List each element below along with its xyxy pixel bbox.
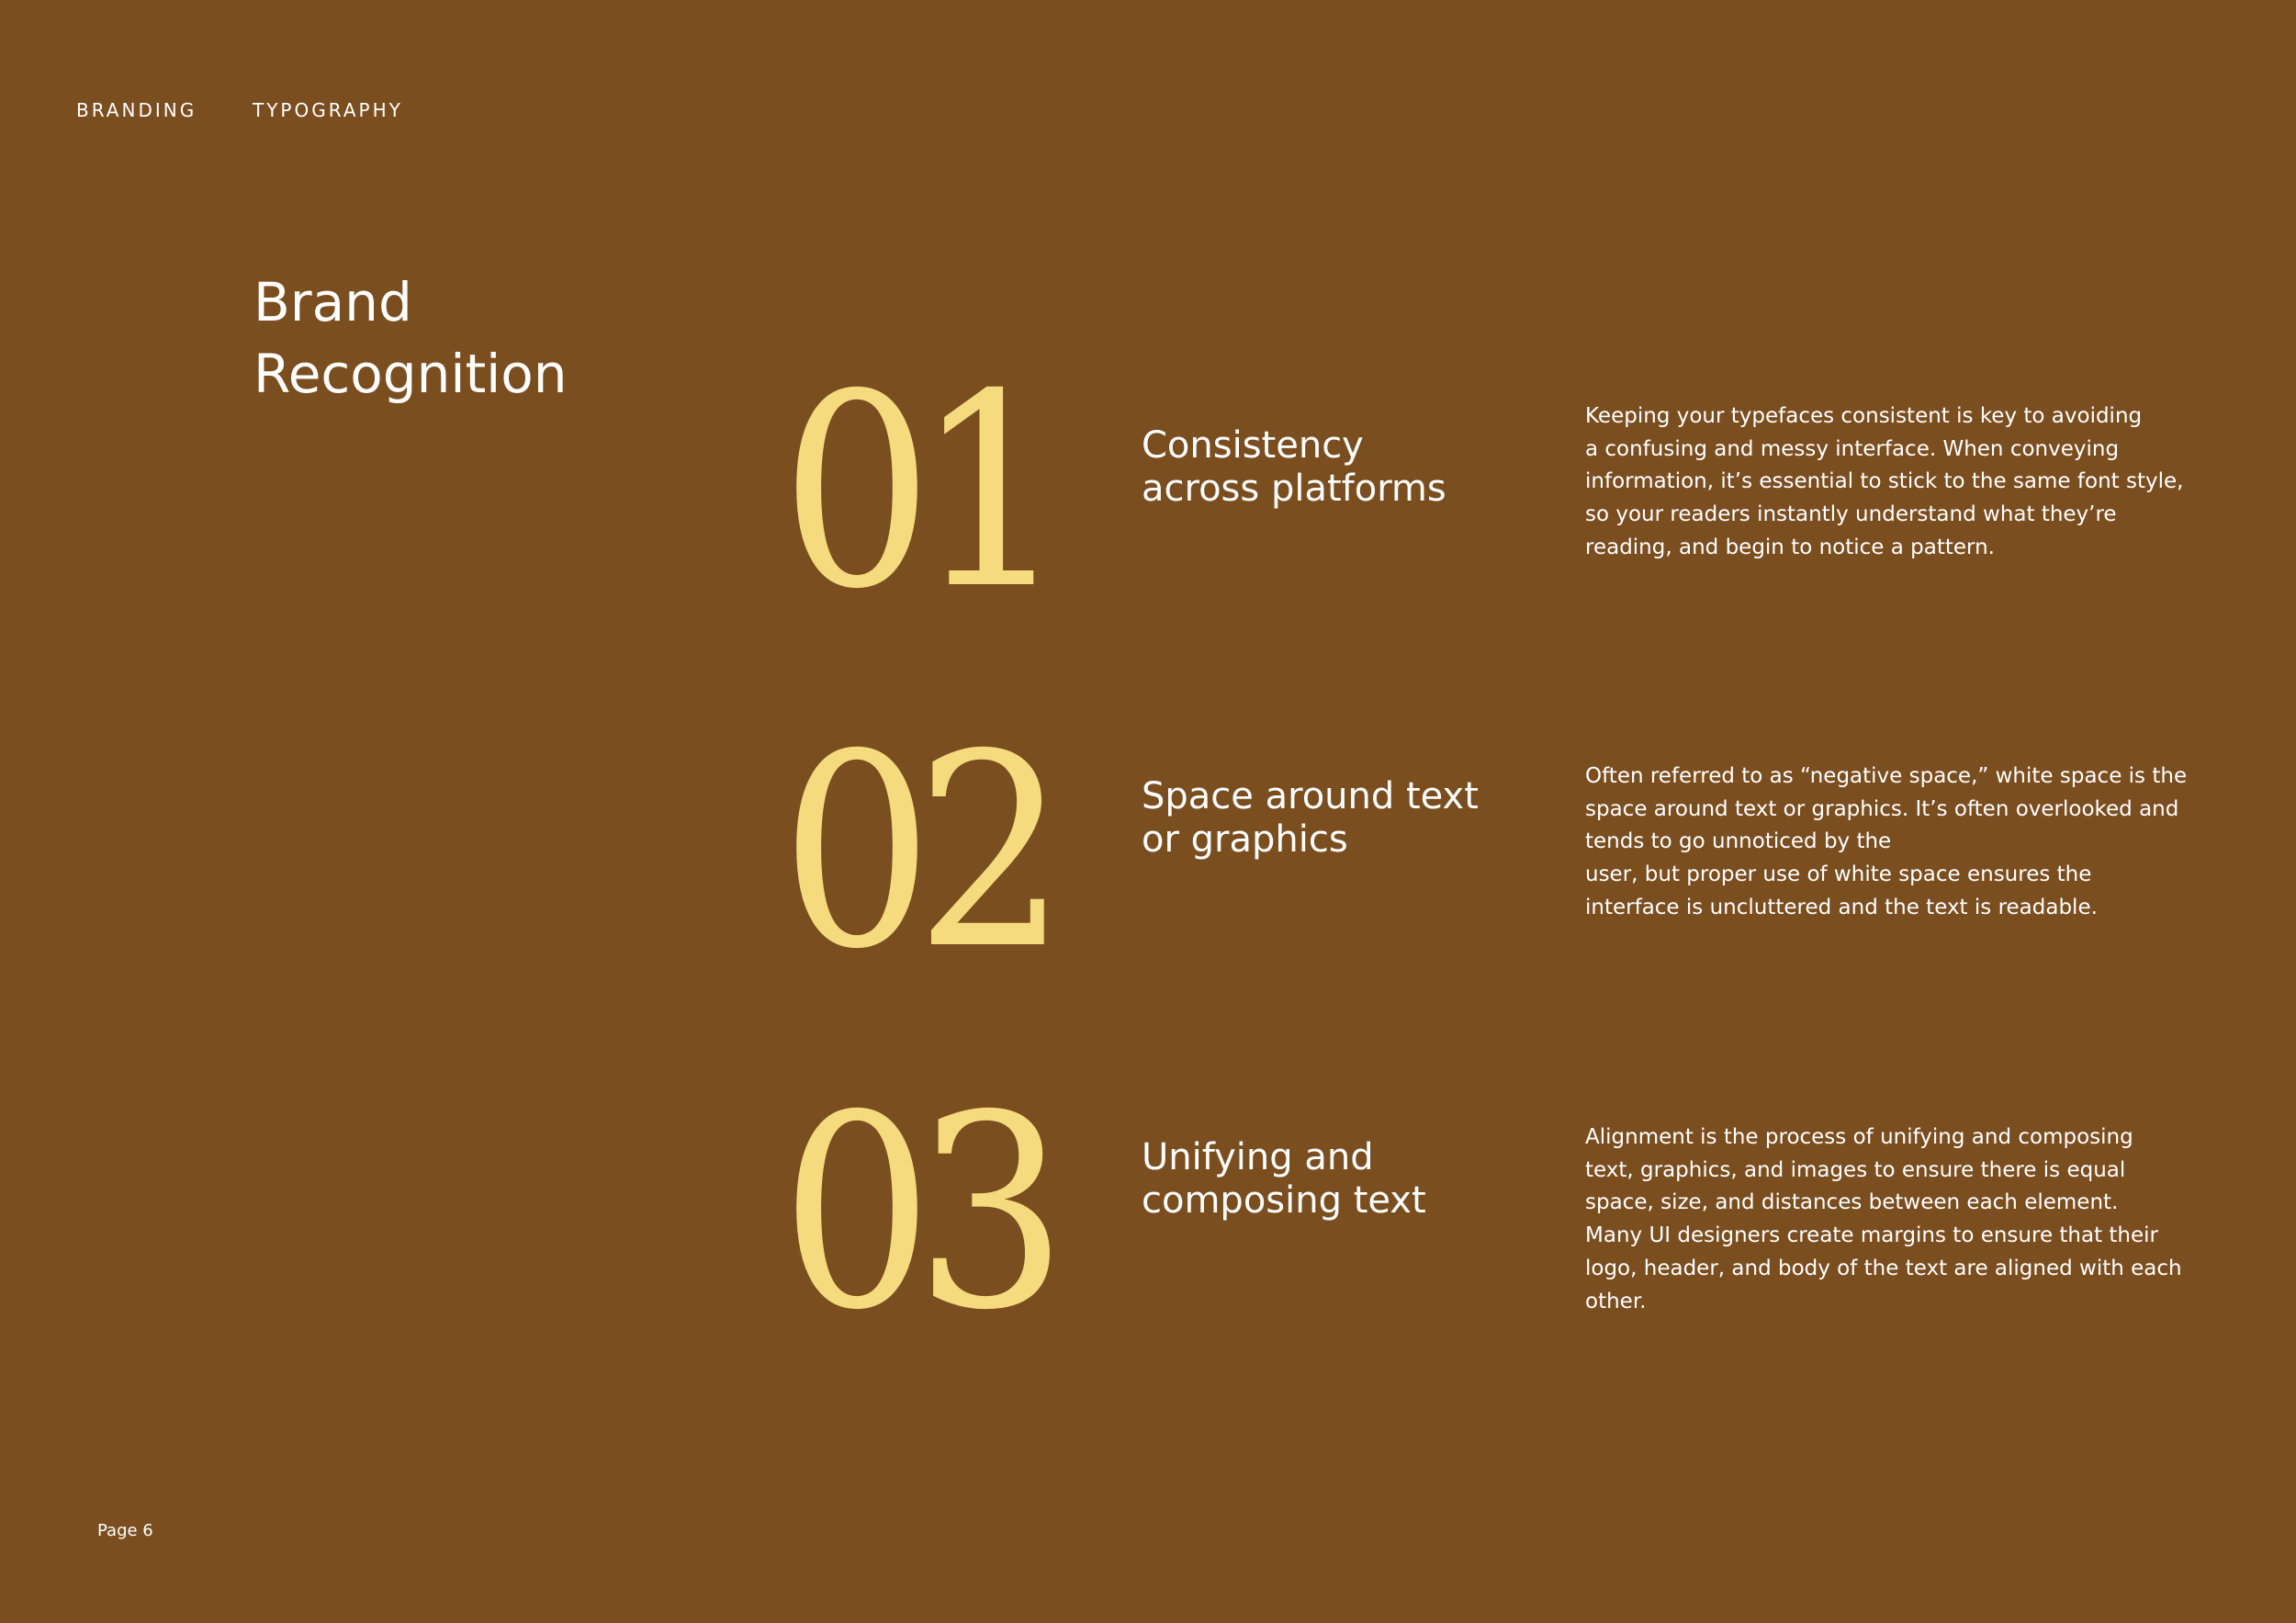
section-body-line: Often referred to as “negative space,” white space is the bbox=[1585, 764, 2188, 788]
section-body-line: information, it’s essential to stick to the same font style, bbox=[1585, 469, 2184, 494]
page-title bbox=[253, 266, 713, 410]
section-body-line: logo, header, and body of the text are aligned with each bbox=[1585, 1256, 2182, 1280]
section-body-line: space, size, and distances between each element. bbox=[1585, 1190, 2119, 1215]
section-heading-line: Unifying and bbox=[1142, 1136, 1374, 1178]
section-heading bbox=[1142, 424, 1527, 511]
page-title-line-2: Recognition bbox=[253, 343, 568, 405]
section-body-line: tends to go unnoticed by the bbox=[1585, 829, 1892, 854]
section-heading-line: across platforms bbox=[1142, 468, 1446, 510]
section-body-line: text, graphics, and images to ensure there is equal bbox=[1585, 1157, 2126, 1182]
section-body bbox=[1585, 1121, 2182, 1318]
section-heading-line: or graphics bbox=[1142, 818, 1348, 861]
section-heading bbox=[1142, 1136, 1527, 1223]
section-heading bbox=[1142, 775, 1527, 862]
section-body bbox=[1585, 761, 2188, 925]
section-body-line: other. bbox=[1585, 1289, 1647, 1313]
section-body-line: Many UI designers create margins to ensure that their bbox=[1585, 1223, 2159, 1248]
section-number: 01 bbox=[781, 338, 1050, 648]
section-body-line: so your readers instantly understand what they’re bbox=[1585, 502, 2117, 527]
section-body-line: a confusing and messy interface. When conveying bbox=[1585, 436, 2120, 461]
section-body-line: reading, and begin to notice a pattern. bbox=[1585, 535, 1995, 559]
section-body-line: space around text or graphics. It’s often overlooked and bbox=[1585, 796, 2179, 821]
section-heading-line: composing text bbox=[1142, 1179, 1426, 1222]
section-body-line: Alignment is the process of unifying and composing bbox=[1585, 1125, 2133, 1149]
nav-item-typography: TYPOGRAPHY bbox=[253, 99, 403, 121]
page-title-line-1: Brand bbox=[253, 271, 412, 333]
section-heading-line: Space around text bbox=[1142, 775, 1479, 817]
section-body-line: Keeping your typefaces consistent is key to avoiding bbox=[1585, 404, 2143, 428]
section-number: 03 bbox=[781, 1059, 1050, 1369]
section-number: 02 bbox=[781, 698, 1050, 1008]
section-body-line: user, but proper use of white space ensures the bbox=[1585, 862, 2092, 887]
page-number: Page 6 bbox=[97, 1521, 153, 1540]
section-body-line: interface is uncluttered and the text is readable. bbox=[1585, 895, 2098, 919]
section-body bbox=[1585, 400, 2184, 565]
section-heading-line: Consistency bbox=[1142, 424, 1364, 467]
nav-item-branding: BRANDING bbox=[76, 99, 197, 121]
